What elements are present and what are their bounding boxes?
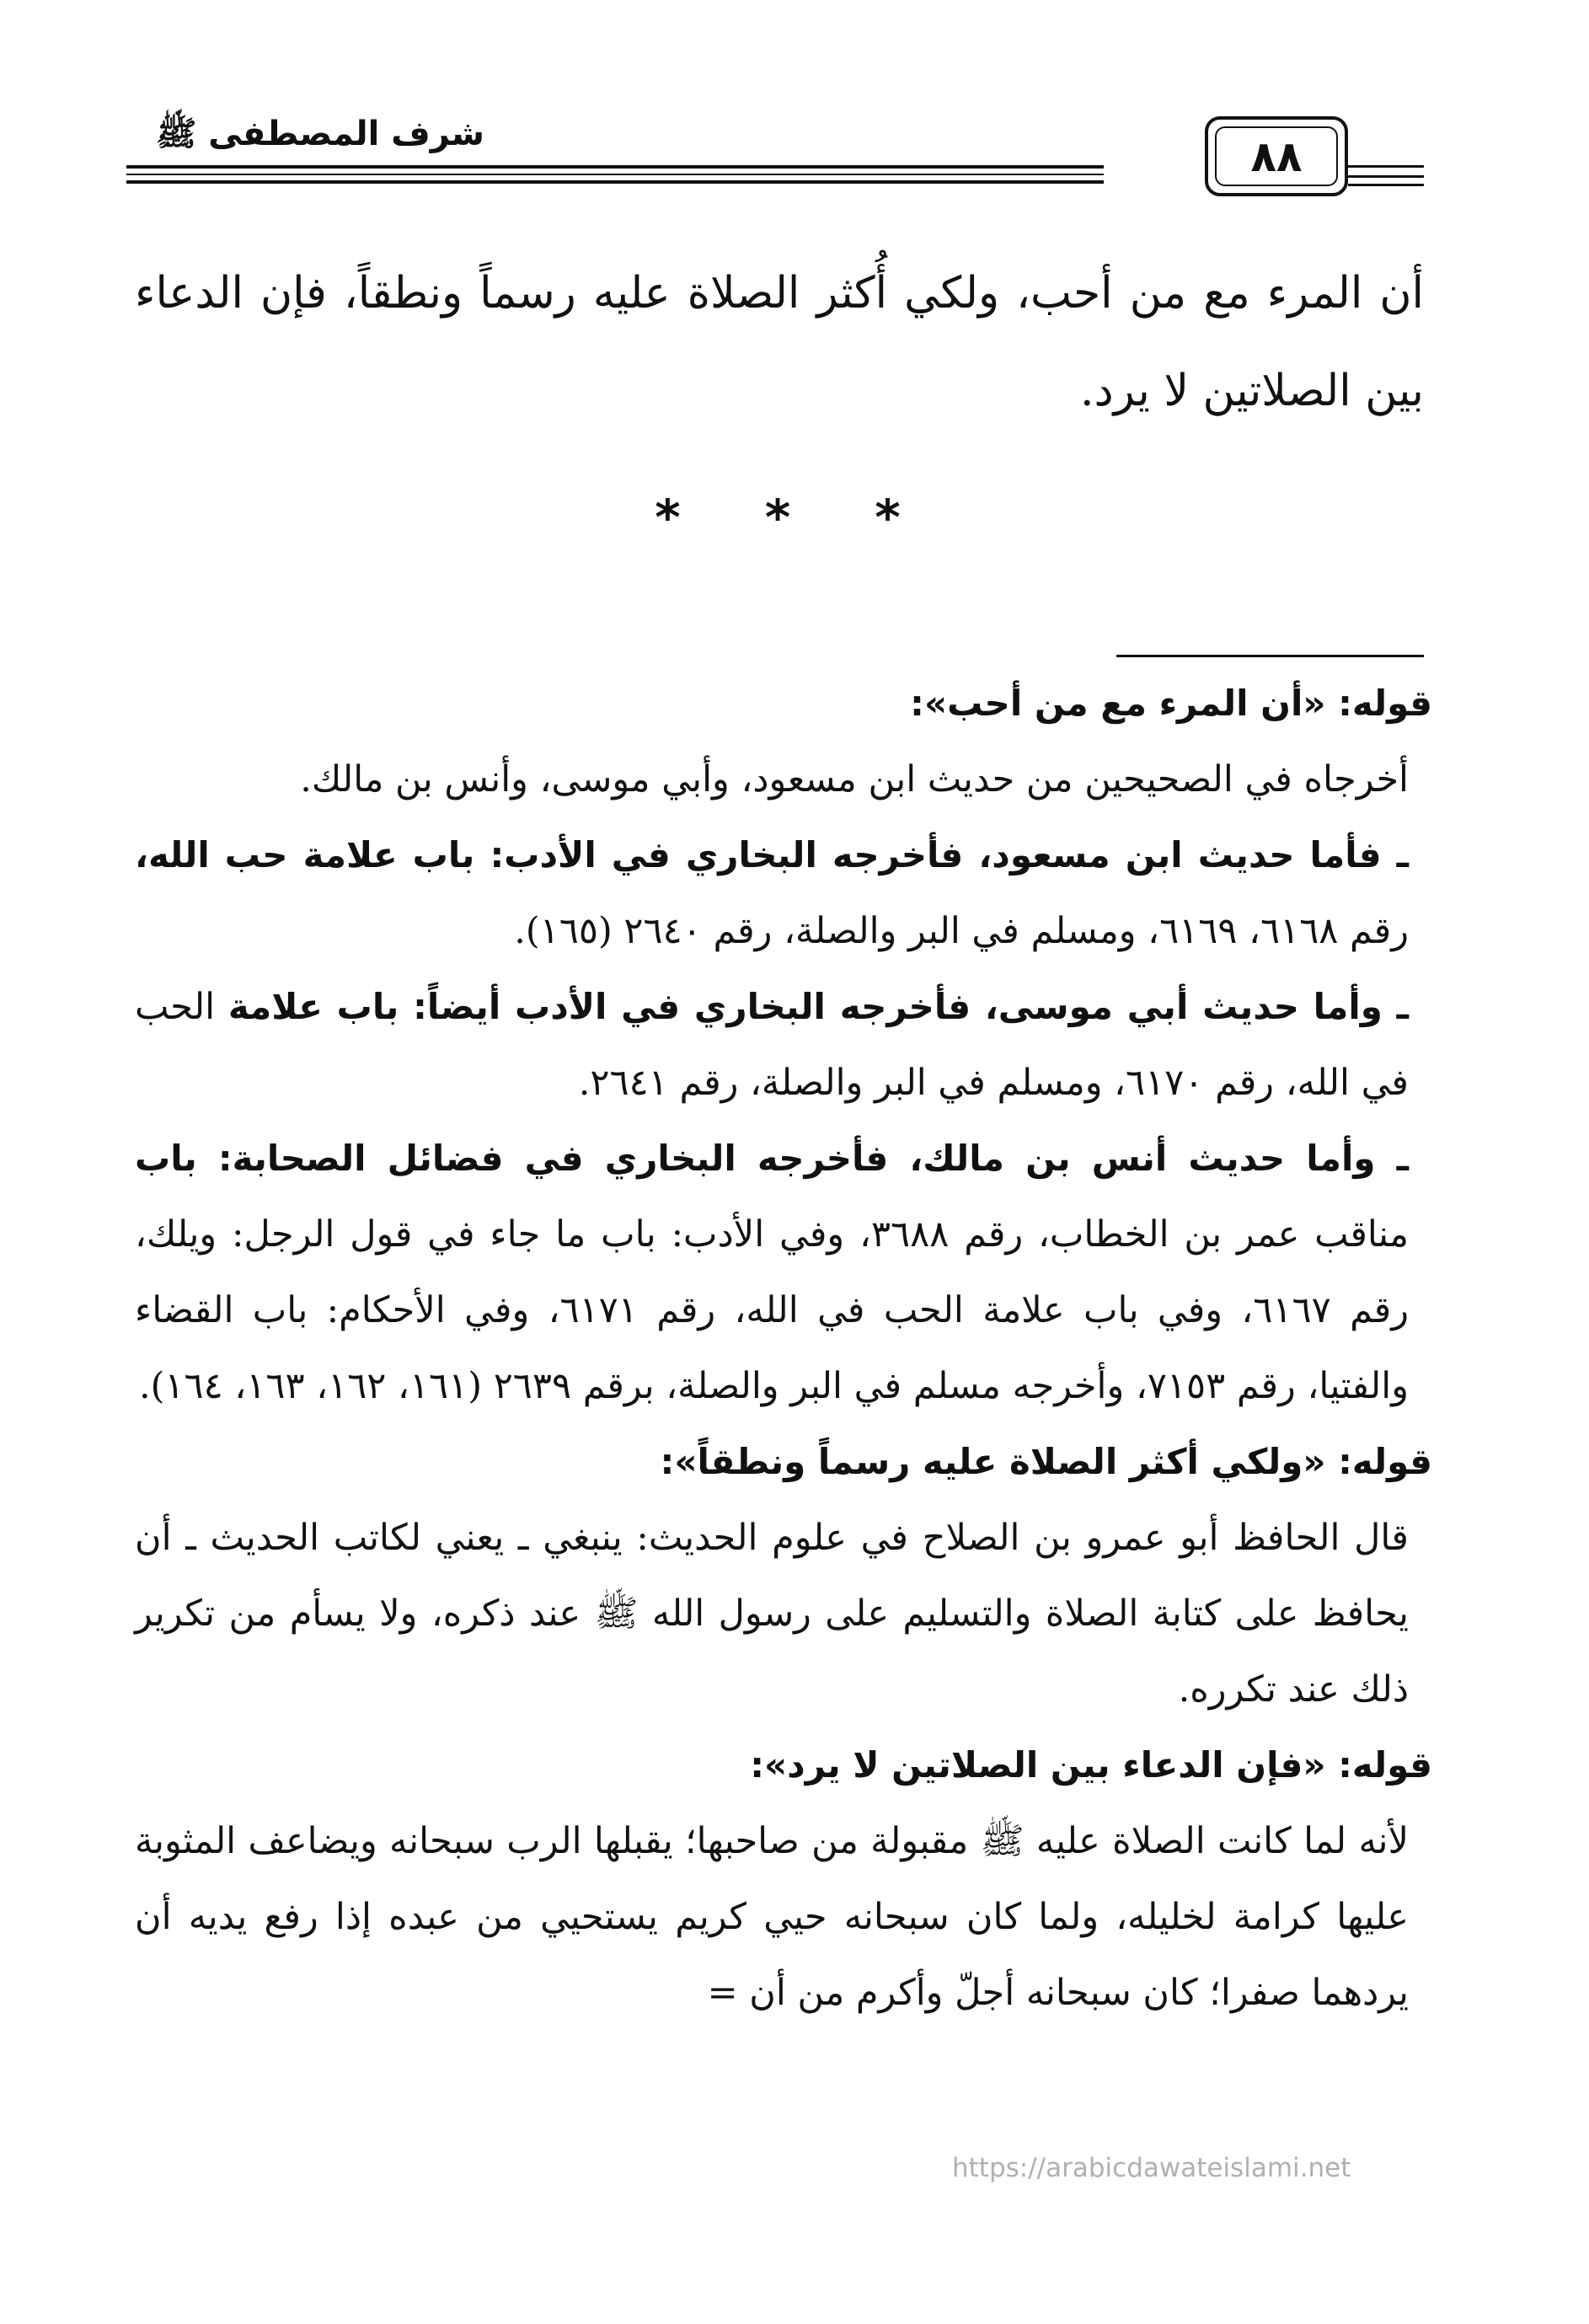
- paragraph-text: قال الحافظ أبو عمرو بن الصلاح في علوم الحديث: ينبغي ـ يعني لكاتب الحديث ـ أن يحافظ على كتابة الصلاة والتسليم على رسول الله ﷺ عند ذكره، ولا يسأم من تكرير ذلك عند تكرره.: [135, 1517, 1409, 1711]
- note-1: [135, 666, 1432, 1424]
- paragraph-lead: ـ وأما حديث أنس بن مالك، فأخرجه البخاري في فضائل الصحابة: باب: [135, 1138, 1409, 1179]
- running-title: شرف المصطفى ﷺ: [155, 115, 484, 153]
- note-2: [135, 1424, 1432, 1727]
- note-body: [135, 742, 1432, 1424]
- note-body: [135, 1500, 1432, 1727]
- note-paragraph: [135, 1803, 1409, 2031]
- commentary-notes: [135, 666, 1432, 2031]
- header-rule: [1348, 175, 1424, 178]
- main-text: أن المرء مع من أحب، ولكي أُكثر الصلاة عليه رسماً ونطقاً، فإن الدعاء بين الصلاتين لا يرد.: [135, 268, 1424, 416]
- header-rule: [126, 165, 1104, 169]
- note-heading: [135, 1727, 1432, 1803]
- header-rule: [1348, 165, 1424, 168]
- header-rule: [1348, 184, 1424, 186]
- paragraph-text: الحب في الله، رقم ٦١٧٠، ومسلم في البر والصلة، رقم ٢٦٤١.: [135, 986, 1409, 1104]
- paragraph-lead: ـ وأما حديث أبي موسى، فأخرجه البخاري في الأدب أيضاً: باب علامة: [227, 986, 1409, 1027]
- section-separator: * * *: [655, 489, 934, 546]
- paragraph-text: أخرجاه في الصحيحين من حديث ابن مسعود، وأبي موسى، وأنس بن مالك.: [300, 758, 1409, 801]
- footnote-rule: [1116, 655, 1424, 657]
- note-paragraph: [135, 817, 1409, 969]
- paragraph-text: رقم ٦١٦٨، ٦١٦٩، ومسلم في البر والصلة، رقم ٢٦٤٠ (١٦٥).: [514, 910, 1409, 952]
- watermark-url: https://arabicdawateislami.net: [952, 2153, 1351, 2183]
- note-paragraph: [135, 742, 1409, 817]
- note-quote: «أن المرء مع من أحب»:: [910, 683, 1326, 724]
- header-rule: [126, 174, 1104, 175]
- note-3: [135, 1727, 1432, 2031]
- note-quote: «ولكي أكثر الصلاة عليه رسماً ونطقاً»:: [660, 1441, 1326, 1482]
- paragraph-text: لأنه لما كانت الصلاة عليه ﷺ مقبولة من صاحبها؛ يقبلها الرب سبحانه ويضاعف المثوبة عليها كرامة لخليله، ولما كان سبحانه حيي كريم يستحيي من عبده إذا رفع يديه أن يردهما صفرا؛ كان سبحانه أجلّ وأكرم من أن =: [135, 1820, 1409, 2014]
- note-paragraph: [135, 1500, 1409, 1727]
- page-number-frame: [1205, 116, 1348, 196]
- note-label: قوله:: [1338, 683, 1432, 724]
- page-header: [126, 101, 1424, 202]
- note-heading: [135, 666, 1432, 742]
- note-label: قوله:: [1338, 1441, 1432, 1482]
- note-label: قوله:: [1338, 1744, 1432, 1786]
- note-paragraph: [135, 969, 1409, 1121]
- note-paragraph: [135, 1121, 1409, 1424]
- note-quote: «فإن الدعاء بين الصلاتين لا يرد»:: [750, 1744, 1326, 1786]
- note-body: [135, 1803, 1432, 2031]
- page-number: ٨٨: [1215, 126, 1338, 186]
- paragraph-text: مناقب عمر بن الخطاب، رقم ٣٦٨٨، وفي الأدب: باب ما جاء في قول الرجل: ويلك، رقم ٦١٦٧، وفي باب علامة الحب في الله، رقم ٦١٧١، وفي الأحكام: باب القضاء والفتيا، رقم ٧١٥٣، وأخرجه مسلم في البر والصلة، برقم ٢٦٣٩ (١٦١، ١٦٢، ١٦٣، ١٦٤).: [135, 1213, 1410, 1407]
- header-rule: [126, 180, 1104, 184]
- paragraph-lead: ـ فأما حديث ابن مسعود، فأخرجه البخاري في الأدب: باب علامة حب الله،: [135, 834, 1409, 876]
- note-heading: [135, 1424, 1432, 1500]
